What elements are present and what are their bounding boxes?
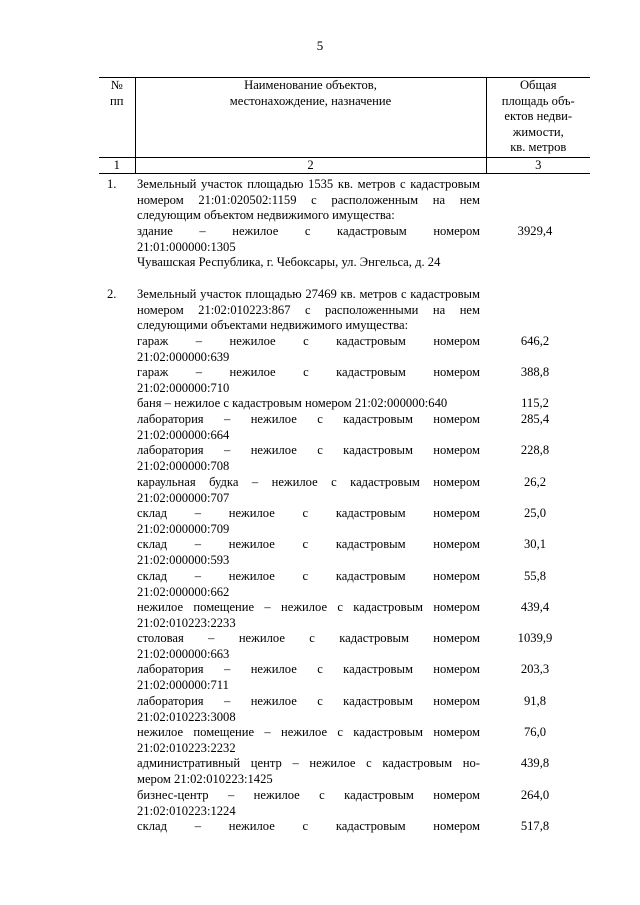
list-item [137, 475, 480, 506]
list-item-area: 76,0 [523, 725, 547, 739]
list-item [137, 396, 480, 412]
header-area-line5: кв. метров [510, 140, 567, 155]
list-item [137, 569, 480, 600]
header-name-line2: местонахождение, назначение [229, 93, 392, 108]
list-item-cadastral-number: 21:02:000000:711 [137, 677, 229, 692]
header-area-line1: Общая [519, 78, 557, 92]
list-item-area: 30,1 [523, 537, 547, 551]
list-item [137, 506, 480, 537]
list-item [137, 412, 480, 443]
list-item [137, 334, 480, 365]
list-item [137, 631, 480, 662]
header-area [486, 78, 590, 158]
list-item-cadastral-number: 21:02:000000:710 [137, 380, 230, 395]
entry-1-address: Чувашская Республика, г. Чебоксары, ул. Энгельса, д. 24 [137, 255, 441, 269]
list-item [137, 662, 480, 693]
list-item-cadastral-number: 21:02:000000:709 [137, 521, 230, 536]
list-item-title: лаборатория – нежилое с кадастровым номером [137, 662, 480, 676]
list-item-title: лаборатория – нежилое с кадастровым номером [137, 443, 480, 457]
header-name [135, 78, 486, 158]
list-item-cadastral-number: 21:02:000000:663 [137, 646, 230, 661]
list-item-cadastral-number: 21:02:010223:2232 [137, 740, 236, 755]
list-item [137, 443, 480, 474]
list-item [137, 365, 480, 396]
list-item-cadastral-number: 21:02:000000:708 [137, 458, 230, 473]
entry-1-description: Земельный участок площадью 1535 кв. метров с кадастровым номером 21:01:020502:1159 с расположенным на нем следующим объектом недвижимого имущества: [137, 177, 480, 223]
list-item-title: склад – нежилое с кадастровым номером [137, 569, 480, 583]
list-item-area: 55,8 [523, 569, 547, 583]
list-item-area: 285,4 [520, 412, 550, 426]
list-item-title: лаборатория – нежилое с кадастровым номером [137, 412, 480, 426]
entry-1-building-area: 3929,4 [517, 224, 553, 238]
list-item-cadastral-number: 21:02:010223:3008 [137, 709, 236, 724]
list-item [137, 756, 480, 787]
entry-1-building-line1: здание – нежилое с кадастровым номером [137, 224, 480, 238]
list-item-cadastral-number: 21:02:000000:664 [137, 427, 230, 442]
list-item-title: столовая – нежилое с кадастровым номером [137, 631, 480, 645]
page-number: 5 [316, 38, 324, 53]
column-index-1: 1 [99, 158, 135, 174]
list-item-area: 264,0 [520, 788, 550, 802]
header-area-line2: площадь объ- [501, 93, 575, 108]
entry-1-building [137, 224, 480, 255]
entry-2-description: Земельный участок площадью 27469 кв. метров с кадастровым номером 21:02:010223:867 с расположенными на нем следующими объектами недвижимого имущества: [137, 287, 480, 333]
header-area-line4: жимости, [512, 124, 564, 139]
header-number [99, 78, 135, 158]
list-item [137, 537, 480, 568]
list-item-cadastral-number: 21:02:000000:593 [137, 552, 230, 567]
list-item-title: склад – нежилое с кадастровым номером [137, 506, 480, 520]
list-item-title: лаборатория – нежилое с кадастровым номером [137, 694, 480, 708]
header-area-line3: ектов недви- [504, 109, 573, 124]
list-item-title: гараж – нежилое с кадастровым номером [137, 334, 480, 348]
list-item-cadastral-number: мером 21:02:010223:1425 [137, 771, 273, 786]
list-item-title: гараж – нежилое с кадастровым номером [137, 365, 480, 379]
list-item [137, 694, 480, 725]
list-item-area: 388,8 [520, 365, 550, 379]
header-number-label: № пп [110, 78, 124, 108]
register-table [99, 77, 590, 174]
list-item-cadastral-number: 21:02:000000:662 [137, 584, 230, 599]
list-item-cadastral-number: 21:02:000000:639 [137, 349, 230, 364]
list-item-area: 91,8 [523, 694, 547, 708]
list-item-area: 439,4 [520, 600, 550, 614]
list-item-title: бизнес-центр – нежилое с кадастровым номером [137, 788, 480, 802]
header-name-line1: Наименование объектов, [244, 78, 377, 92]
entry-1-building-line2: 21:01:000000:1305 [137, 239, 236, 254]
list-item-area: 1039,9 [517, 631, 553, 645]
list-item-cadastral-number: 21:02:010223:2233 [137, 615, 236, 630]
list-item-title: нежилое помещение – нежилое с кадастровым номером [137, 725, 480, 739]
column-index-3: 3 [486, 158, 590, 174]
entry-2-number: 2. [107, 287, 117, 301]
column-index-2: 2 [135, 158, 486, 174]
list-item-title: склад – нежилое с кадастровым номером [137, 537, 480, 551]
list-item-title: склад – нежилое с кадастровым номером [137, 819, 480, 833]
list-item-area: 517,8 [520, 819, 550, 833]
list-item-title: нежилое помещение – нежилое с кадастровым номером [137, 600, 480, 614]
list-item-area: 203,3 [520, 662, 550, 676]
list-item-title: баня – нежилое с кадастровым номером 21:02:000000:640 [137, 396, 448, 410]
table-header-row [99, 78, 590, 158]
list-item [137, 788, 480, 819]
list-item-cadastral-number: 21:02:010223:1224 [137, 803, 236, 818]
list-item-area: 115,2 [521, 396, 549, 410]
list-item-area: 26,2 [523, 475, 547, 489]
column-index-row [99, 158, 590, 174]
list-item-area: 439,8 [520, 756, 550, 770]
list-item-area: 228,8 [520, 443, 550, 457]
list-item [137, 725, 480, 756]
list-item [137, 819, 480, 835]
list-item-title: караульная будка – нежилое с кадастровым номером [137, 475, 480, 489]
list-item [137, 600, 480, 631]
list-item-cadastral-number: 21:02:000000:707 [137, 490, 230, 505]
list-item-area: 25,0 [523, 506, 547, 520]
list-item-title: административный центр – нежилое с кадастровым но- [137, 756, 480, 770]
list-item-area: 646,2 [520, 334, 550, 348]
entry-1-number: 1. [107, 177, 117, 191]
